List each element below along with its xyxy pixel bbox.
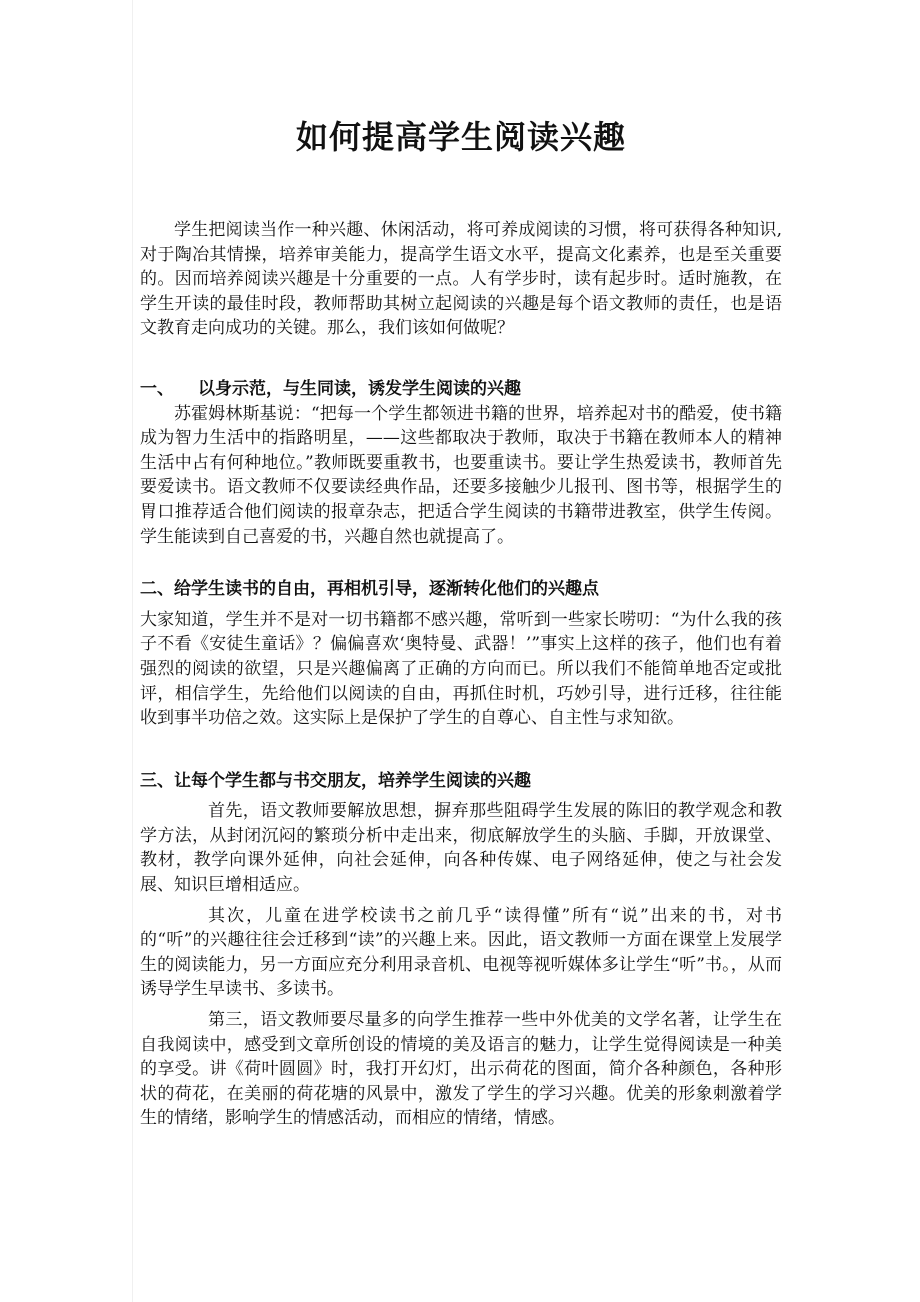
document-title: 如何提高学生阅读兴趣 xyxy=(295,118,626,156)
section-3-heading: 三、让每个学生都与书交朋友，培养学生阅读的兴趣 xyxy=(140,770,531,791)
document-body xyxy=(140,108,782,1131)
page-margin-line xyxy=(132,0,133,1302)
section-3-paragraph-3: 第三，语文教师要尽量多的向学生推荐一些中外优美的文学名著，让学生在自我阅读中，感受到文章所创设的情境的美及语言的魅力，让学生觉得阅读是一种美的享受。讲《荷叶圆圆》时，我打开幻灯，出示荷花的图面，简介各种颜色，各种形状的荷花，在美丽的荷花塘的风景中，激发了学生的学习兴趣。优美的形象刺激着学生的情绪，影响学生的情感活动，而相应的情绪，情感。 xyxy=(140,1010,782,1129)
section-2-paragraph-1: 大家知道，学生并不是对一切书籍都不感兴趣，常听到一些家长唠叨：“为什么我的孩子不看《安徒生童话》？偏偏喜欢‘奥特曼、武器！’”事实上这样的孩子，他们也有着强烈的阅读的欲望，只是兴趣偏离了正确的方向而已。所以我们不能简单地否定或批评，相信学生，先给他们以阅读的自由，再抓住时机，巧妙引导，进行迁移，往往能收到事半功倍之效。这实际上是保护了学生的自尊心、自主性与求知欲。 xyxy=(140,609,782,729)
section-3-paragraph-2: 其次，儿童在进学校读书之前几乎“读得懂”所有“说”出来的书，对书的“听”的兴趣往往会迁移到“读”的兴趣上来。因此，语文教师一方面在课堂上发展学生的阅读能力，另一方面应充分利用录音机、电视等视听媒体多让学生“听”书。，从而诱导学生早读书、多读书。 xyxy=(140,905,782,1000)
section-1-heading xyxy=(140,377,782,402)
section-3-paragraph-1: 首先，语文教师要解放思想，摒弃那些阻碍学生发展的陈旧的教学观念和教学方法，从封闭沉闷的繁琐分析中走出来，彻底解放学生的头脑、手脚，开放课堂、教材，教学向课外延伸，向社会延伸，向各种传媒、电子网络延伸，使之与社会发展、知识巨增相适应。 xyxy=(140,801,782,896)
intro-paragraph: 学生把阅读当作一种兴趣、休闲活动，将可养成阅读的习惯，将可获得各种知识, 对于陶冶其情操，培养审美能力，提高学生语文水平，提高文化素养，也是至关重要的。因而培养阅读兴趣是十分重要的一点。人有学步时，读有起步时。适时施教，在学生开读的最佳时段，教师帮助其树立起阅读的兴趣是每个语文教师的责任，也是语文教育走向成功的关键。那么，我们该如何做呢？ xyxy=(140,220,782,339)
section-1-heading-text: 以身示范，与生同读，诱发学生阅读的兴趣 xyxy=(198,378,521,399)
section-1-number: 一、 xyxy=(140,378,174,399)
section-2-heading: 二、给学生读书的自由，再相机引导，逐渐转化他们的兴趣点 xyxy=(140,579,599,600)
section-1-paragraph-1: 苏霍姆林斯基说：“把每一个学生都领进书籍的世界，培养起对书的酷爱，使书籍成为智力生活中的指路明星，——这些都取决于教师，取决于书籍在教师本人的精神生活中占有何种地位。”教师既要重教书，也要重读书。要让学生热爱读书，教师首先要爱读书。语文教师不仅要读经典作品，还要多接触少儿报刊、图书等，根据学生的胃口推荐适合他们阅读的报章杂志，把适合学生阅读的书籍带进教室，供学生传阅。学生能读到自己喜爱的书，兴趣自然也就提高了。 xyxy=(140,403,782,547)
